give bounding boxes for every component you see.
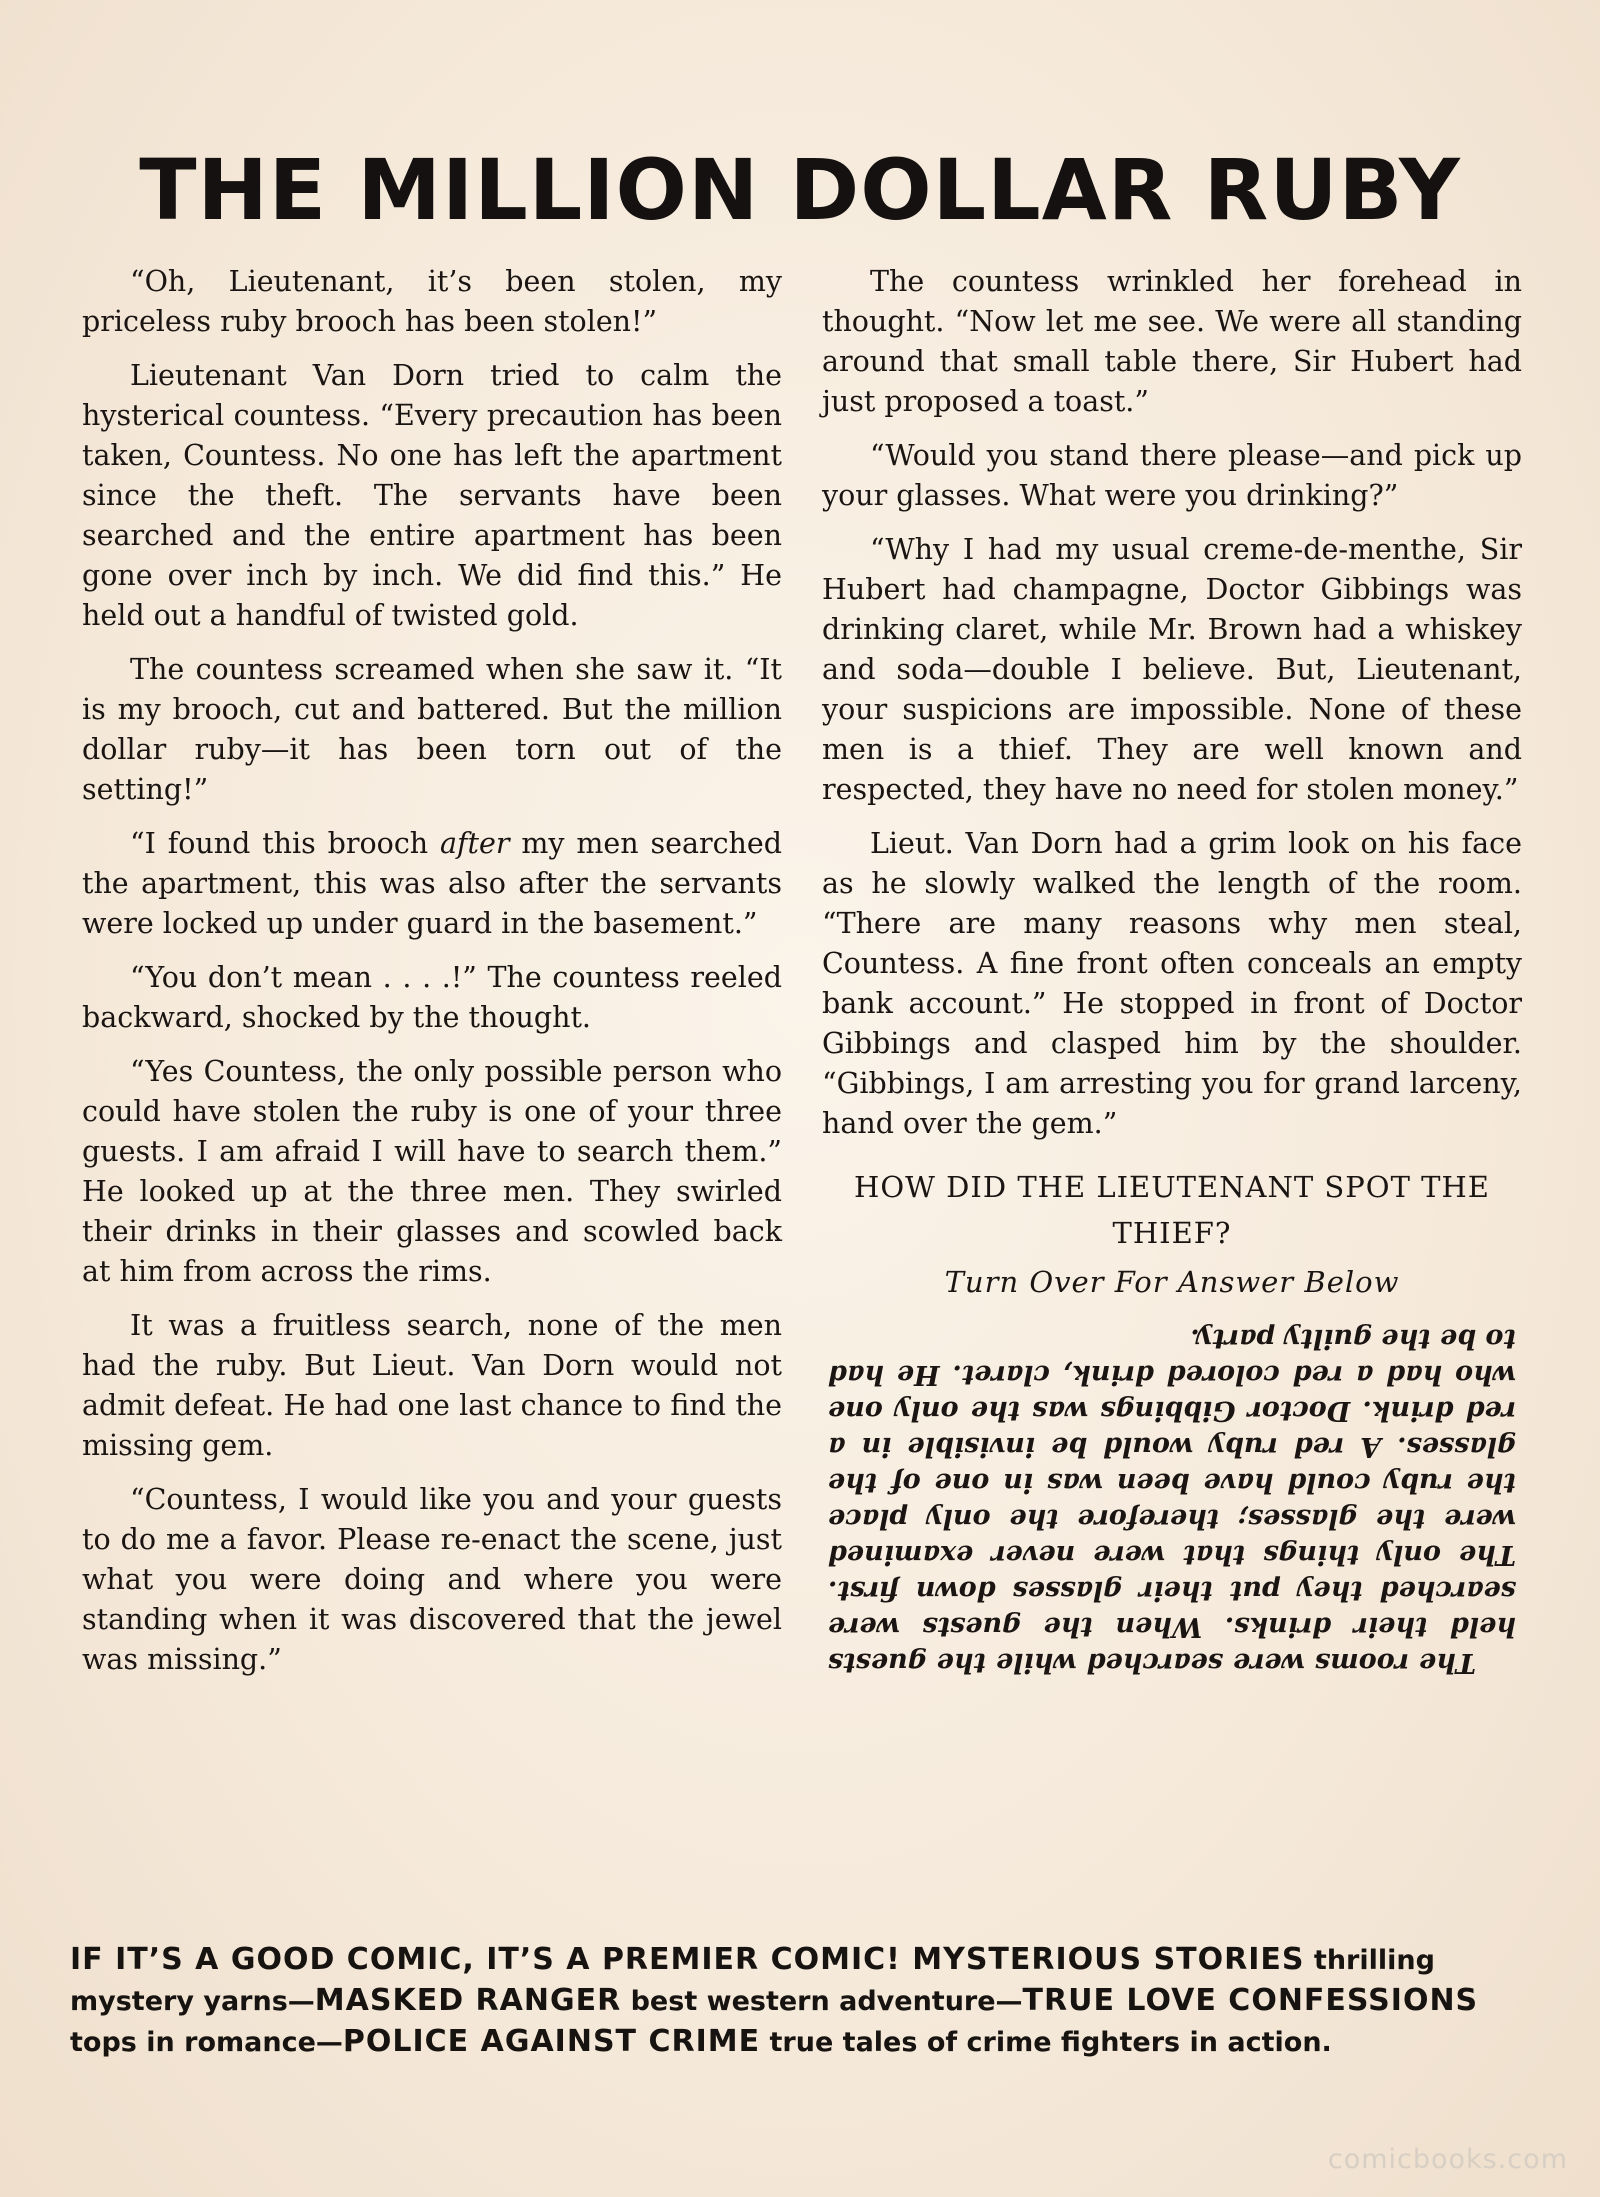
paragraph: Lieut. Van Dorn had a grim look on his face as he slowly walked the length of the room. “There are many reasons why men steal, Countess. A fine front often conceals an empty bank account.” He stopped in front of Doctor Gibbings and clasped him by the shoulder. “Gibbings, I am arresting you for grand larceny, hand over the gem.” xyxy=(822,827,1522,1140)
answer-text: The rooms were searched while the guests held their drinks. When the guests were searched they put their glasses down first. The only things that were never examined were the glasses; therefore the only place the ruby could have been was in one of the glasses. A red ruby would be invisible in a red drink. Doctor Gibbings was the only one who had a red colored drink, claret. He had to be the guilty party. xyxy=(828,1323,1516,1678)
paragraph: “Oh, Lieutenant, it’s been stolen, my priceless ruby brooch has been stolen!” xyxy=(82,265,782,338)
ad-text: thrilling mystery yarns— xyxy=(70,1945,1435,2017)
ad-title: POLICE AGAINST CRIME xyxy=(342,2024,761,2059)
ad-title: TRUE LOVE CONFESSIONS xyxy=(1022,1983,1479,2018)
text: my men searched the apartment, this was also after the servants were locked up under guard in the basement.” xyxy=(82,827,783,940)
turn-over-note: Turn Over For Answer Below xyxy=(944,1265,1400,1299)
paragraph: “You don’t mean . . . .!” The countess reeled backward, shocked by the thought. xyxy=(82,961,782,1034)
emphasis: after xyxy=(440,827,510,860)
ad-headline: IF IT’S A GOOD COMIC, IT’S A PREMIER COMIC! MYSTERIOUS STORIES xyxy=(70,1942,1305,1977)
paragraph: “Why I had my usual creme-de-menthe, Sir Hubert had champagne, Doctor Gibbings was drinking claret, while Mr. Brown had a whiskey and soda—double I believe. But, Lieutenant, your suspicions are impossible. None of these men is a thief. They are well known and respected, they have no need for stolen money.” xyxy=(822,533,1522,806)
text: “I found this brooch xyxy=(130,827,441,860)
paragraph: Lieutenant Van Dorn tried to calm the hysterical countess. “Every precaution has been taken, Countess. No one has left the apartment since the theft. The servants have been searched and the entire apartment has been gone over inch by inch. We did find this.” He held out a handful of twisted gold. xyxy=(82,359,782,632)
ad-text: true tales of crime fighters in action. xyxy=(769,2027,1332,2058)
site-watermark: comicbooks.com xyxy=(1327,2144,1568,2175)
paragraph: It was a fruitless search, none of the men had the ruby. But Lieut. Van Dorn would not admit defeat. He had one last chance to find the missing gem. xyxy=(82,1309,782,1462)
paragraph: “Yes Countess, the only possible person who could have stolen the ruby is one of your three guests. I am afraid I will have to search them.” He looked up at the three men. They swirled their drinks in their glasses and scowled back at him from across the rims. xyxy=(82,1055,782,1288)
paragraph xyxy=(82,824,782,944)
paragraph: “Would you stand there please—and pick up your glasses. What were you drinking?” xyxy=(822,439,1522,512)
paragraph: “Countess, I would like you and your guests to do me a favor. Please re-enact the scene, just what you were doing and where you were standing when it was discovered that the jewel was missing.” xyxy=(82,1483,782,1676)
paragraph: The countess wrinkled her forehead in thought. “Now let me see. We were all standing around that small table there, Sir Hubert had just proposed a toast.” xyxy=(822,265,1522,418)
ad-text: best western adventure— xyxy=(630,1986,1023,2017)
story-title: THE MILLION DOLLAR RUBY xyxy=(139,141,1461,239)
paragraph: The countess screamed when she saw it. “It is my brooch, cut and battered. But the million dollar ruby—it has been torn out of the setting!” xyxy=(82,653,782,806)
ad-title: MASKED RANGER xyxy=(314,1983,622,2018)
right-column xyxy=(822,262,1522,1680)
publisher-ad xyxy=(70,1940,1530,2063)
upside-down-answer xyxy=(822,1320,1522,1680)
puzzle-question: HOW DID THE LIEUTENANT SPOT THE THIEF? xyxy=(854,1170,1490,1250)
ad-text: tops in romance— xyxy=(70,2027,343,2058)
left-column xyxy=(82,262,782,1694)
